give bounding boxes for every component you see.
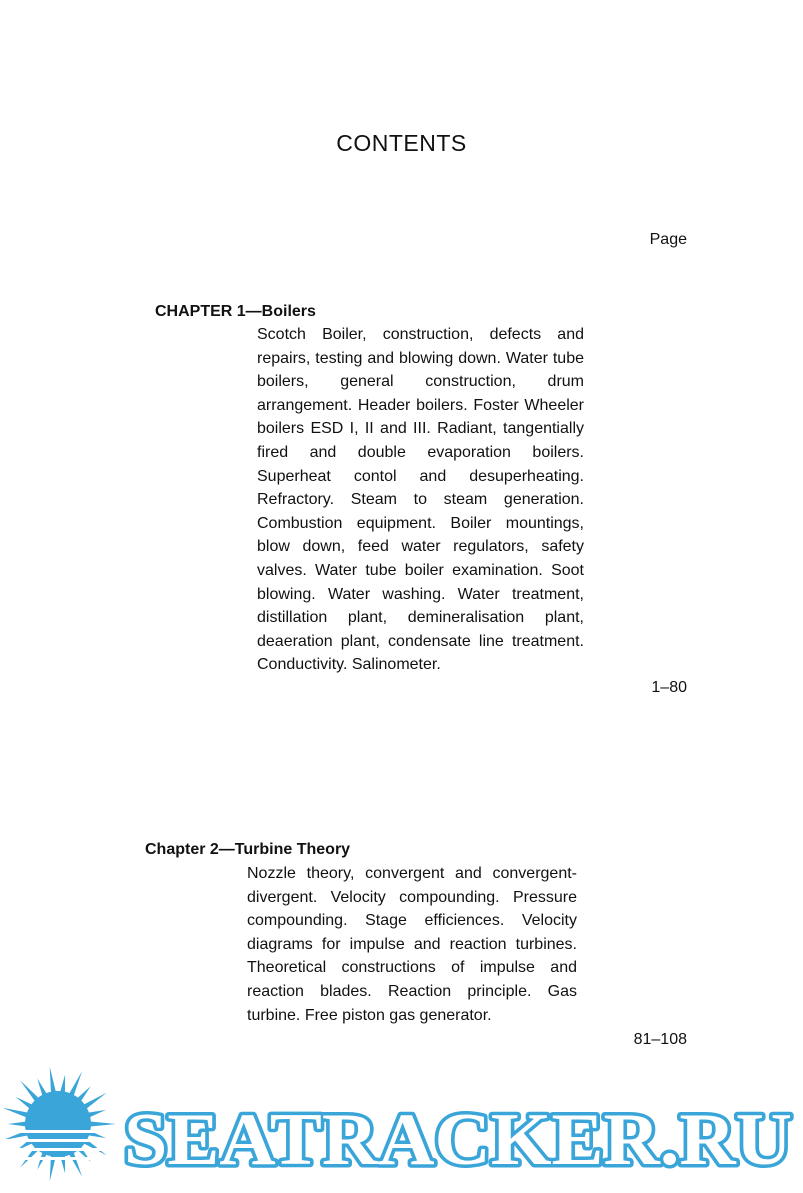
sun-ray <box>88 1121 116 1126</box>
page-column-label: Page <box>649 231 687 248</box>
chapter-2-page-range: 81–108 <box>633 1031 687 1048</box>
page-title: CONTENTS <box>336 130 467 156</box>
sun-stripe <box>0 1157 120 1160</box>
sun-ray <box>37 1079 48 1098</box>
sun-stripe <box>0 1148 120 1151</box>
sun-ray <box>20 1080 41 1103</box>
sun-ray <box>86 1110 106 1118</box>
sun-ray <box>2 1108 30 1119</box>
sun-ray <box>16 1097 34 1110</box>
sun-ray <box>60 1075 66 1095</box>
chapter-1-description: Scotch Boiler, construction, defects and repairs, testing and blowing down. Water tube boilers, general construction, drum arrangement. Header boilers. Foster Wheeler boilers ESD I, II and III. Radiant, tangentially fired and double evaporation boilers. Superheat contol and desuperheating. Refractory. Steam to steam generation. Combustion equipment. Boiler mountings, blow down, feed water regulators, safety valves. Water tube boiler examination. Soot blowing. Water washing. Water treatment, distillation plant, demineralisation plant, deaeration plant, condensate line treatment. Conductivity. Salinometer. <box>257 326 584 674</box>
sun-stripe <box>0 1139 120 1142</box>
chapter-2-heading: Chapter 2—Turbine Theory <box>145 841 351 858</box>
sun-ray <box>82 1093 107 1111</box>
chapter-1-heading: CHAPTER 1—Boilers <box>155 303 316 320</box>
chapter-2-description: Nozzle theory, convergent and convergent-divergent. Velocity compounding. Pressure compounding. Stage efficiences. Velocity diagrams for impulse and reaction turbines. Theoretical constructions of impulse and reaction blades. Reaction principle. Gas turbine. Free piston gas generator. <box>247 865 577 1024</box>
sun-burst-icon <box>0 1067 120 1182</box>
sun-ray <box>60 1153 66 1173</box>
sun-ray <box>50 1067 57 1095</box>
sun-ray <box>68 1071 82 1098</box>
sun-ray <box>68 1150 82 1177</box>
sun-stripe <box>0 1130 120 1133</box>
watermark <box>0 1060 803 1188</box>
chapter-1-page-range: 1–80 <box>651 679 687 696</box>
sun-ray <box>76 1086 91 1103</box>
sun-ray <box>8 1121 28 1126</box>
watermark-text: SEATRACKER.RU <box>124 1099 792 1181</box>
